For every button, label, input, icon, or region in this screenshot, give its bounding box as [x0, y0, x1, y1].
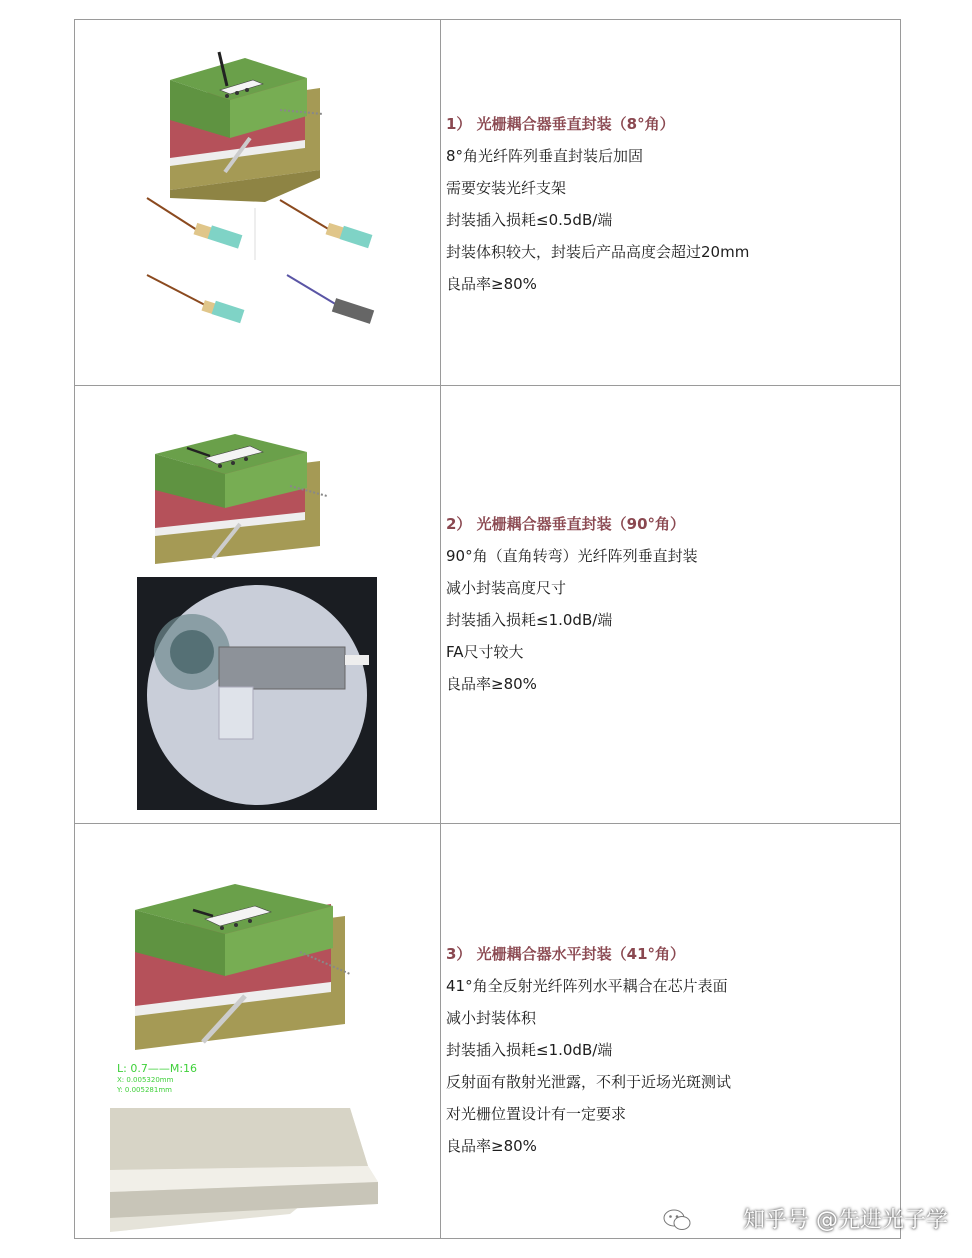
item-line: 需要安装光纤支架: [446, 179, 567, 197]
item-line: 良品率≥80%: [446, 275, 537, 293]
item-line: 8°角光纤阵列垂直封装后加固: [446, 147, 644, 165]
table-row: [75, 20, 900, 386]
text-cell: [441, 824, 900, 1238]
microscope-photo-41deg: [110, 1108, 378, 1232]
text-cell: [441, 20, 900, 385]
item-line: 减小封装高度尺寸: [446, 579, 567, 597]
text-cell: [441, 386, 900, 823]
item-line: 对光栅位置设计有一定要求: [446, 1105, 627, 1123]
package-diagram-8deg: [75, 20, 441, 386]
table-row: [75, 824, 900, 1238]
image-cell: [75, 386, 441, 823]
table-row: [75, 386, 900, 824]
item-line: 反射面有散射光泄露，不利于近场光斑测试: [446, 1073, 732, 1091]
item-line: 41°角全反射光纤阵列水平耦合在芯片表面: [446, 977, 728, 995]
package-diagram-41deg: [75, 824, 441, 1054]
item-line: 减小封装体积: [446, 1009, 537, 1027]
measure-y: Y: 0.005281mm: [117, 1086, 172, 1094]
microscope-photo-90deg: [137, 577, 377, 810]
info-table: [74, 19, 901, 1239]
measure-label: L: 0.7——M:16: [117, 1062, 198, 1075]
item-line: 良品率≥80%: [446, 675, 537, 693]
item-title: 1） 光栅耦合器垂直封装（8°角）: [446, 115, 675, 133]
item-line: 封装插入损耗≤1.0dB/端: [446, 611, 613, 629]
item-line: FA尺寸较大: [446, 643, 524, 661]
item-title: 3） 光栅耦合器水平封装（41°角）: [446, 945, 686, 963]
item-title: 2） 光栅耦合器垂直封装（90°角）: [446, 515, 686, 533]
item-line: 良品率≥80%: [446, 1137, 537, 1155]
watermark: 知乎号 @先进光子学: [743, 1208, 948, 1233]
item-line: 封装体积较大，封装后产品高度会超过20mm: [446, 243, 750, 261]
item-line: 封装插入损耗≤0.5dB/端: [446, 211, 613, 229]
wechat-icon: [662, 1208, 692, 1232]
item-line: 90°角（直角转弯）光纤阵列垂直封装: [446, 547, 698, 565]
image-cell: [75, 20, 441, 385]
measure-x: X: 0.005320mm: [117, 1076, 174, 1084]
image-cell: [75, 824, 441, 1238]
package-diagram-90deg: [75, 386, 441, 576]
svg-text:·: ·: [173, 188, 175, 194]
item-line: 封装插入损耗≤1.0dB/端: [446, 1041, 613, 1059]
